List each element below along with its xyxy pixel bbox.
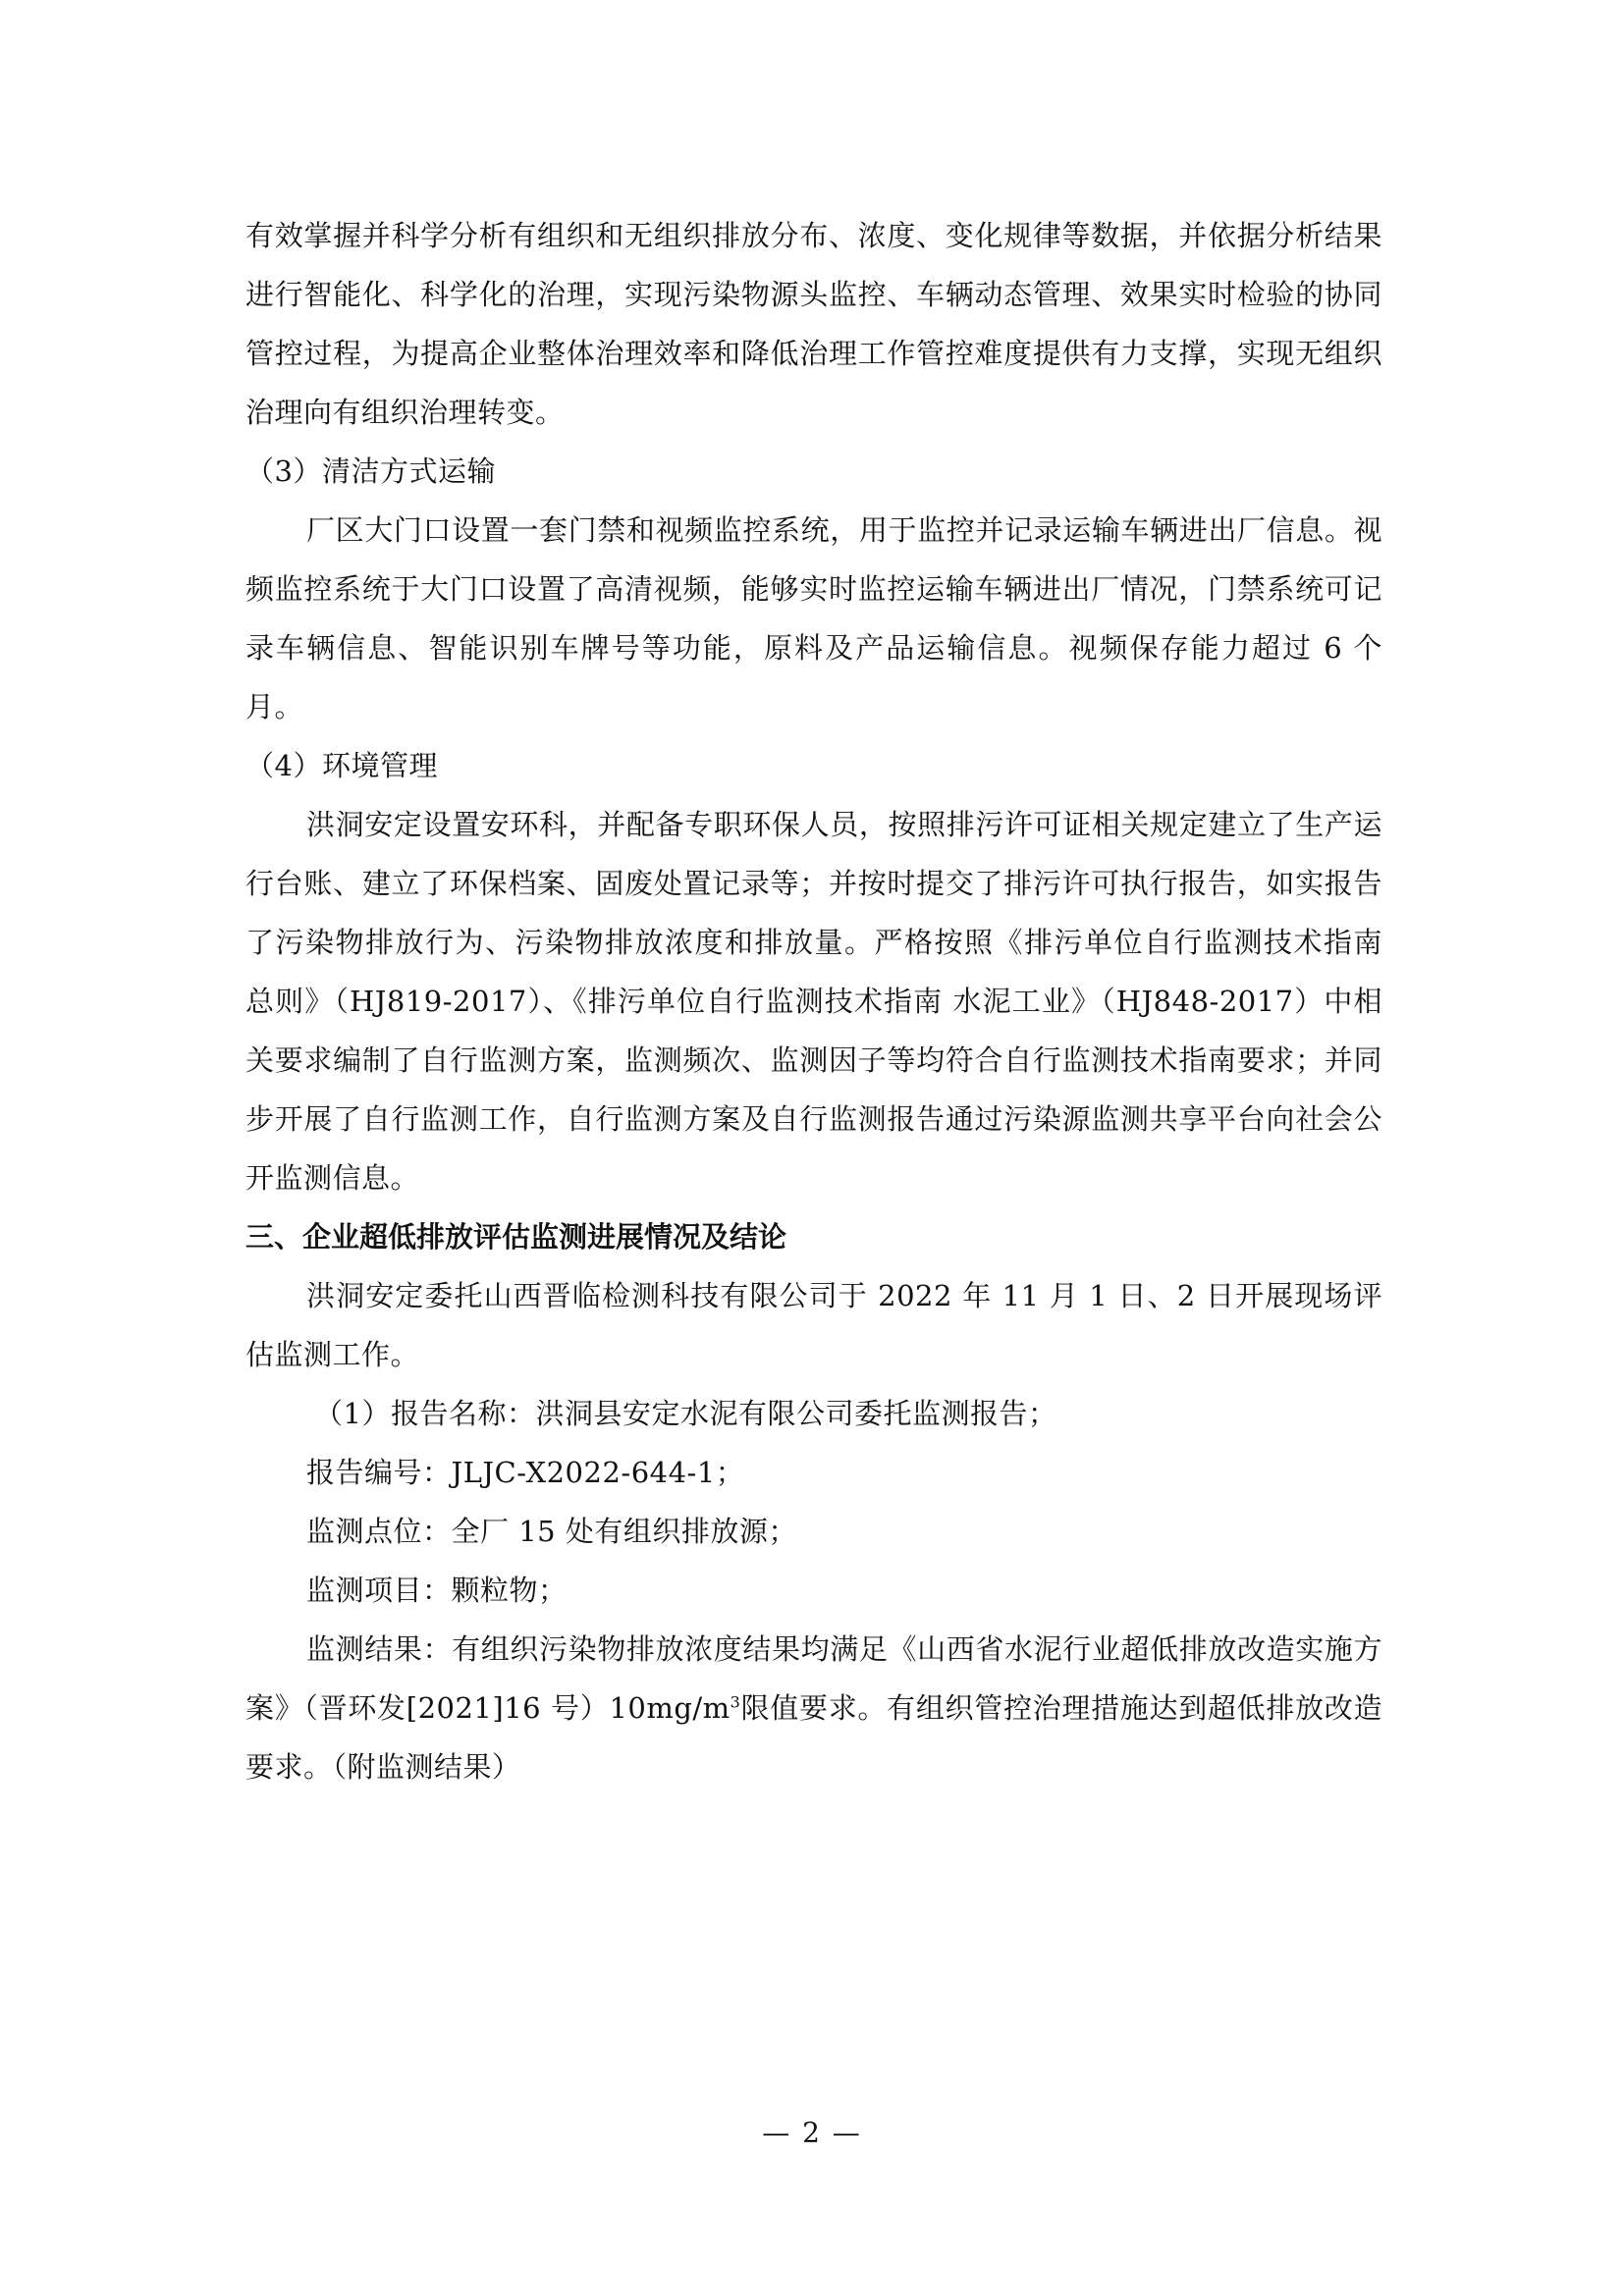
paragraph-monitoring-intro: 洪洞安定委托山西晋临检测科技有限公司于 2022 年 11 月 1 日、2 日开展现场评估监测工作。	[245, 1279, 1382, 1371]
superscript-3: 3	[730, 1692, 741, 1712]
page-number: — 2 —	[762, 2116, 862, 2149]
report-number: 报告编号：JLJC-X2022-644-1；	[306, 1456, 745, 1489]
section-heading-3: 三、企业超低排放评估监测进展情况及结论	[245, 1220, 787, 1254]
monitoring-result-part2: 限值要求。有组织管控治理措施达到超低排放改造要求。（附监测结果）	[245, 1691, 1382, 1784]
paragraph-governance: 有效掌握并科学分析有组织和无组织排放分布、浓度、变化规律等数据，并依据分析结果进行智能化、科学化的治理，实现污染物源头监控、车辆动态管理、效果实时检验的协同管控过程，为提高企业整体治理效率和降低治理工作管控难度提供有力支撑，实现无组织治理向有组织治理转变。	[245, 219, 1382, 429]
monitoring-items: 监测项目：颗粒物；	[306, 1574, 568, 1607]
report-name: （1）报告名称：洪洞县安定水泥有限公司委托监测报告；	[314, 1397, 1057, 1430]
subheading-clean-transport: （3）清洁方式运输	[245, 454, 496, 488]
paragraph-transport: 厂区大门口设置一套门禁和视频监控系统，用于监控并记录运输车辆进出厂信息。视频监控系统于大门口设置了高清视频，能够实时监控运输车辆进出厂情况，门禁系统可记录车辆信息、智能识别车牌号等功能，原料及产品运输信息。视频保存能力超过 6 个月。	[245, 513, 1382, 723]
monitoring-result	[245, 1620, 1382, 1796]
document-body	[245, 206, 1382, 1796]
subheading-env-management: （4）环境管理	[245, 749, 438, 782]
paragraph-env-management: 洪洞安定设置安环科，并配备专职环保人员，按照排污许可证相关规定建立了生产运行台账、建立了环保档案、固废处置记录等；并按时提交了排污许可执行报告，如实报告了污染物排放行为、污染物排放浓度和排放量。严格按照《排污单位自行监测技术指南 总则》（HJ819-2017）、《排污单位自行监测技术指南 水泥工业》（HJ848-2017）中相关要求编制了自行监测方案，监测频次、监测因子等均符合自行监测技术指南要求；并同步开展了自行监测工作，自行监测方案及自行监测报告通过污染源监测共享平台向社会公开监测信息。	[245, 808, 1382, 1195]
monitoring-points: 监测点位：全厂 15 处有组织排放源；	[306, 1515, 797, 1548]
monitoring-result-part1: 监测结果：有组织污染物排放浓度结果均满足《山西省水泥行业超低排放改造实施方案》（晋环发[2021]16 号）10mg/m	[245, 1632, 1382, 1725]
